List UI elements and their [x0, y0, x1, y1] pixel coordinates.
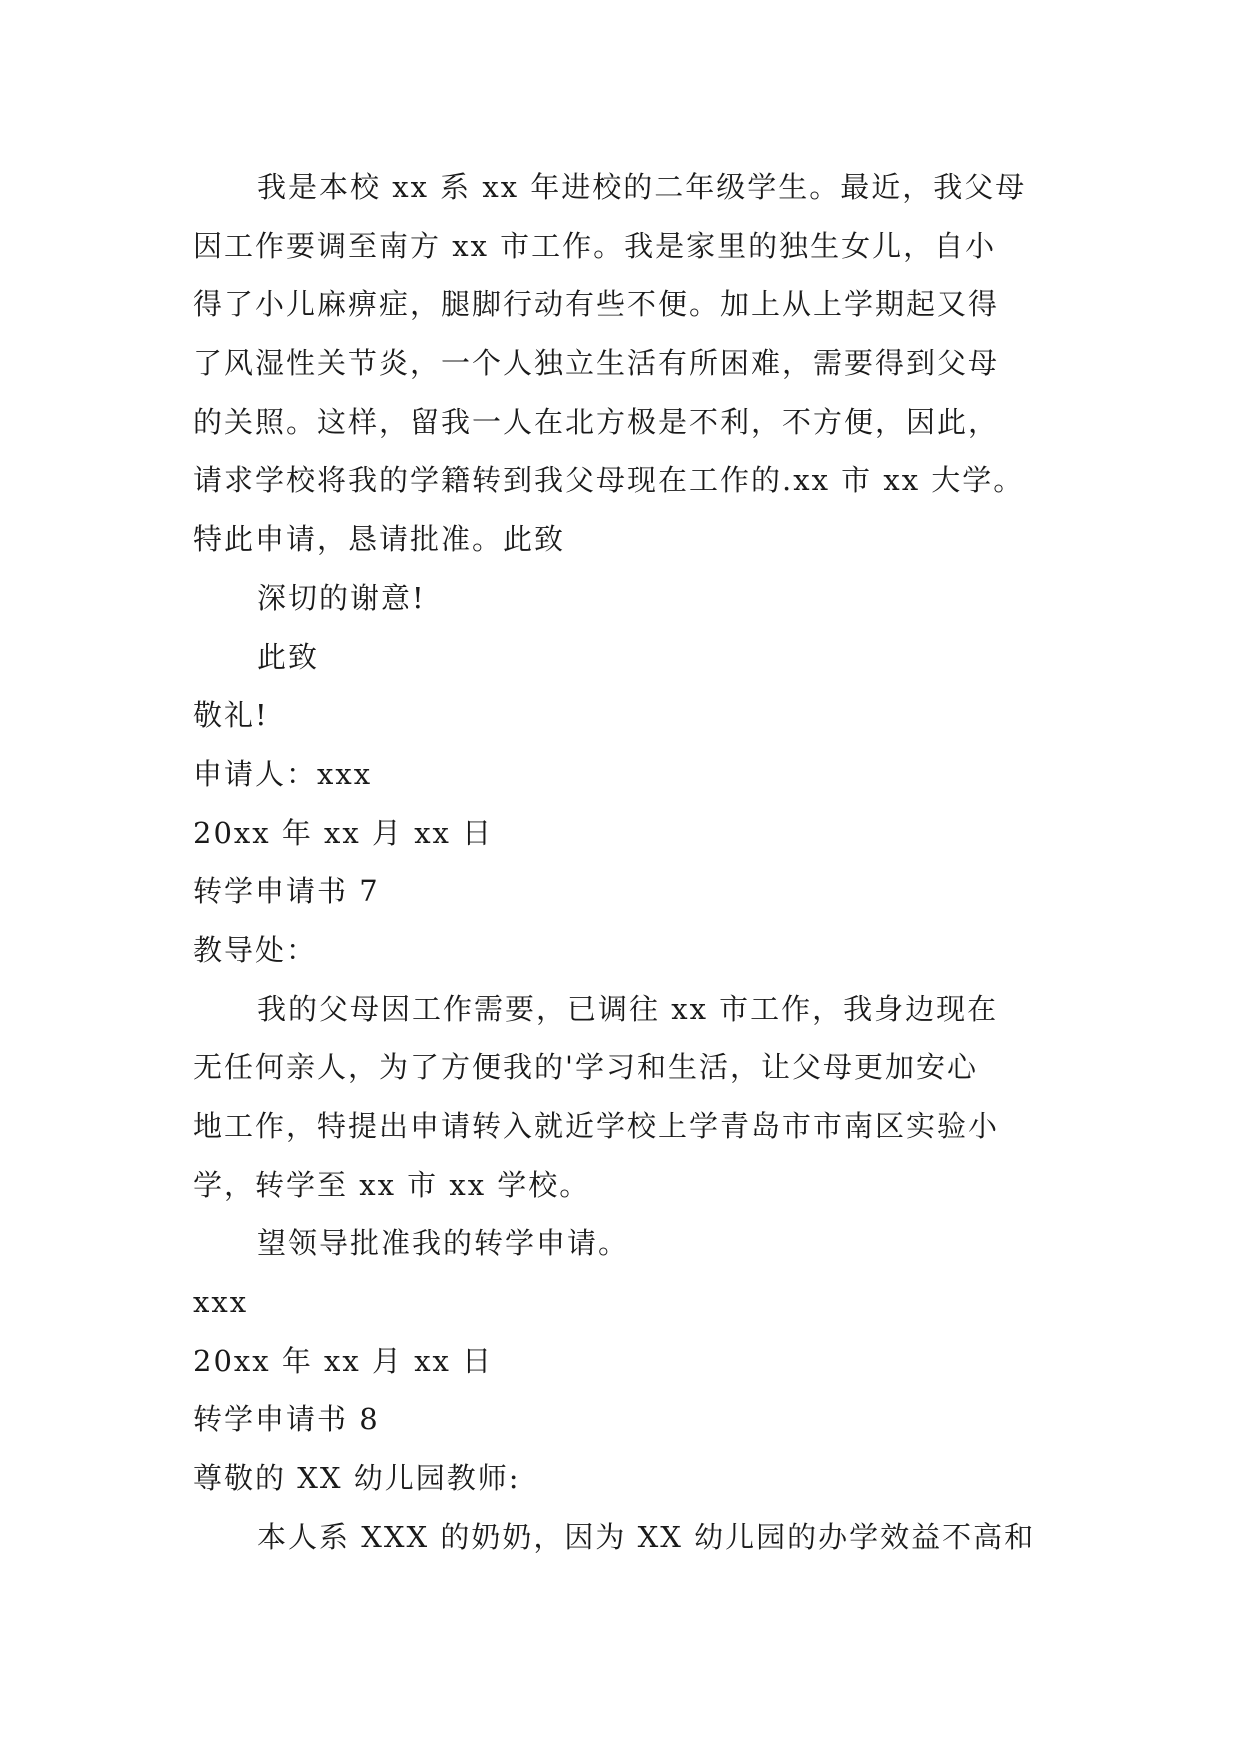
text-line: 地工作，特提出申请转入就近学校上学青岛市市南区实验小: [193, 1109, 1000, 1143]
text-line: xxx: [193, 1285, 249, 1320]
text-line: 申请人：xxx: [193, 756, 373, 791]
text-line: 因工作要调至南方 xx 市工作。我是家里的独生女儿，自小: [193, 228, 997, 263]
text-line: 我的父母因工作需要，已调往 xx 市工作，我身边现在: [257, 991, 999, 1026]
text-line: 特此申请，恳请批准。此致: [193, 522, 566, 557]
text-line: 本人系 XXX 的奶奶，因为 XX 幼儿园的办学效益不高和: [257, 1519, 1036, 1554]
text-line: 此致: [257, 639, 320, 674]
text-line: 20xx 年 xx 月 xx 日: [193, 815, 494, 850]
text-line: 尊敬的 XX 幼儿园教师:: [193, 1461, 521, 1496]
text-line: 转学申请书 8: [193, 1402, 380, 1437]
text-line: 了风湿性关节炎，一个人独立生活有所困难，需要得到父母: [193, 346, 1000, 381]
text-line: 深切的谢意!: [257, 580, 426, 615]
text-line: 得了小儿麻痹症，腿脚行动有些不便。加上从上学期起又得: [193, 287, 1000, 322]
text-line: 学，转学至 xx 市 xx 学校。: [193, 1167, 591, 1202]
text-line: 敬礼!: [193, 698, 269, 733]
text-line: 教导处：: [193, 932, 318, 967]
text-line: 望领导批准我的转学申请。: [257, 1226, 630, 1261]
text-line: 的关照。这样，留我一人在北方极是不利，不方便，因此，: [193, 404, 1000, 439]
text-line: 我是本校 xx 系 xx 年进校的二年级学生。最近，我父母: [257, 170, 1027, 204]
text-line: 20xx 年 xx 月 xx 日: [193, 1343, 494, 1378]
text-line: 无任何亲人，为了方便我的'学习和生活，让父母更加安心: [193, 1050, 978, 1085]
document-body: [193, 158, 1073, 1567]
text-line: 转学申请书 7: [193, 874, 380, 909]
text-line: 请求学校将我的学籍转到我父母现在工作的.xx 市 xx 大学。: [193, 463, 1025, 498]
